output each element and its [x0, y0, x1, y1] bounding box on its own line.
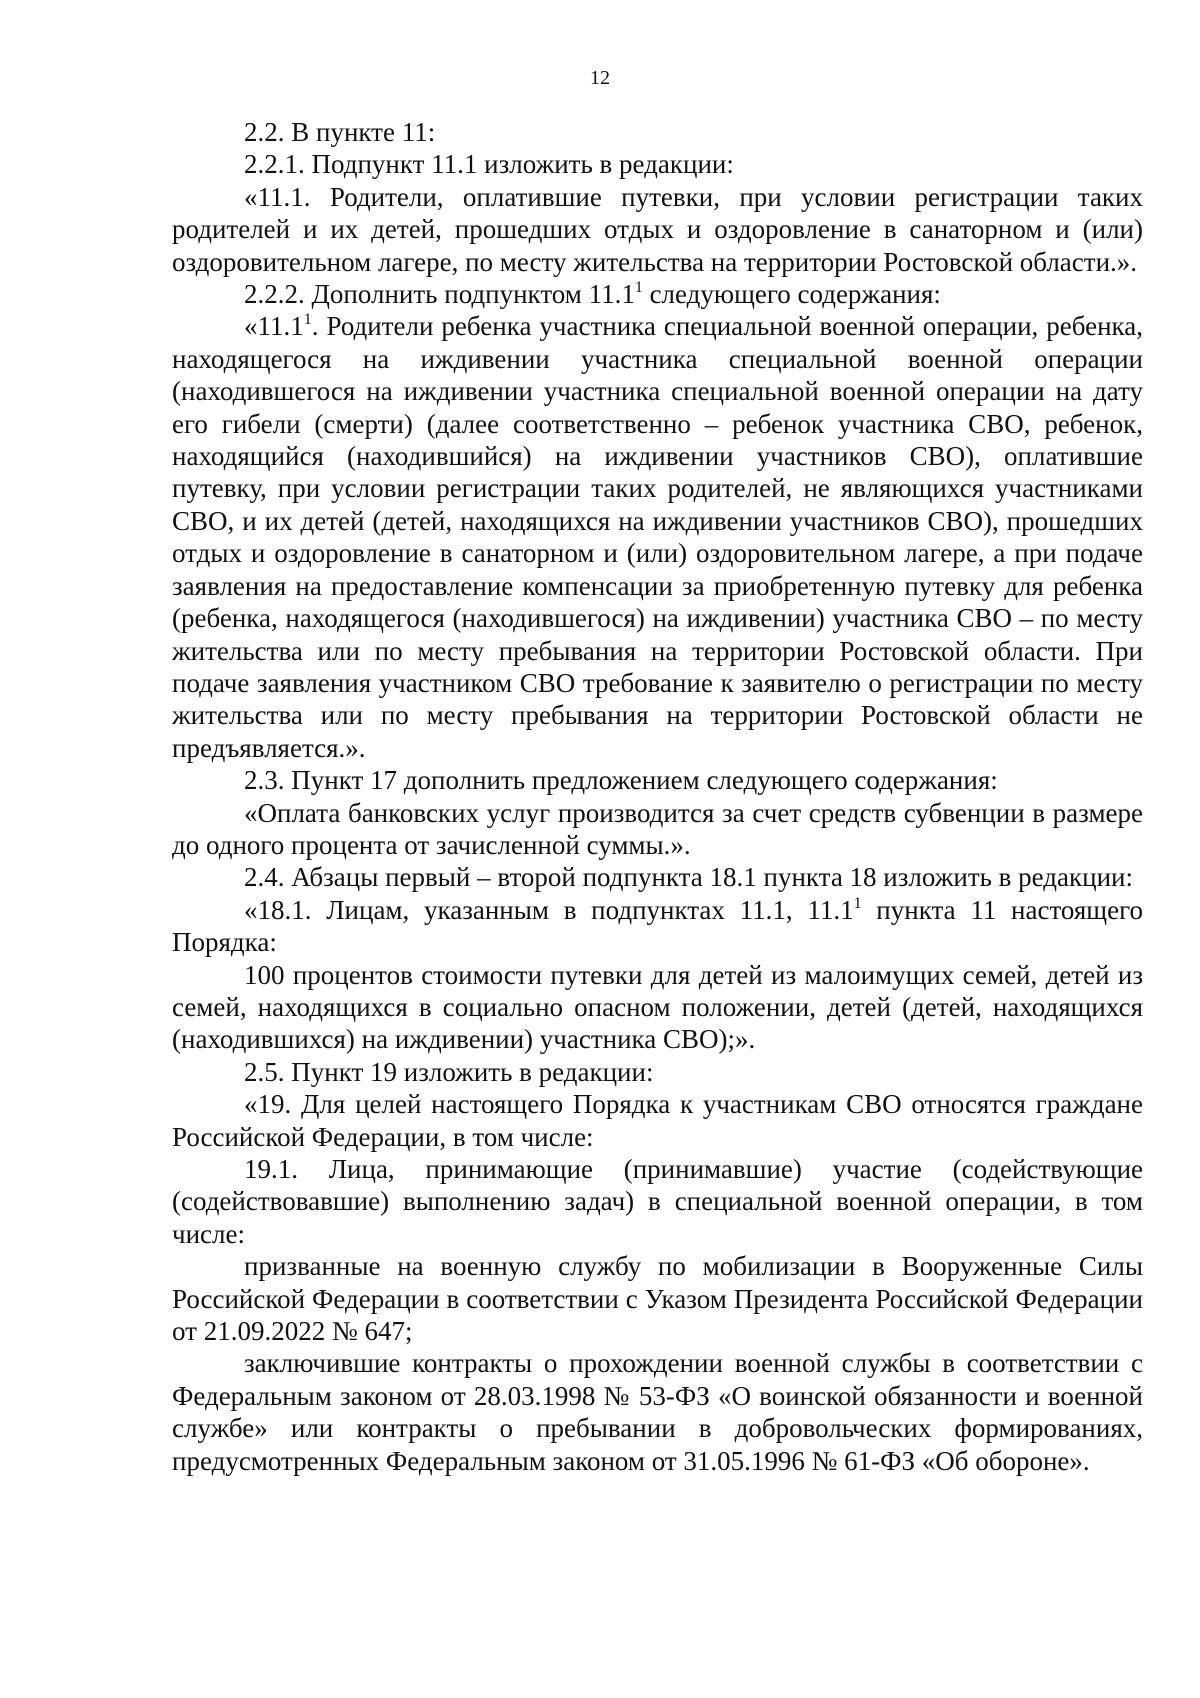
superscript: 1 — [634, 278, 643, 296]
paragraph-contracts: заключившие контракты о прохождении военной службы в соответствии с Федеральным законом от 28.03.1998 № 53-ФЗ «О воинской обязанности и военной службе» или контракты о пребывании в добровольческих формированиях, предусмотренных Федеральным законом от 31.05.1996 № 61-ФЗ «Об обороне». — [172, 1348, 1143, 1476]
paragraph-text: . Родители ребенка участника специальной военной операции, ребенка, находящегося на иждивении участника специальной военной операции (находившегося на иждивении участника специальной военной операции на дату его гибели (смерти) (далее соответственно – ребенок участника СВО, ребенок, находящийся (находившийся) на иждивении участников СВО), оплатившие путевку, при условии регистрации таких родителей, не являющихся участниками СВО, и их детей (детей, находящихся на иждивении участников СВО), прошедших отдых и оздоровление в санаторном и (или) оздоровительном лагере, а при подаче заявления на предоставление компенсации за приобретенную путевку для ребенка (ребенка, находящегося (находившегося) на иждивении) участника СВО – по месту жительства или по месту пребывания на территории Ростовской области. При подаче заявления участником СВО требование к заявителю о регистрации по месту жительства или по месту пребывания на территории Ростовской области не предъявляется.». — [172, 311, 1143, 763]
paragraph-text: «11.1 — [244, 311, 304, 342]
paragraph-bank-fees: «Оплата банковских услуг производится за счет средств субвенции в размере до одного процента от зачисленной суммы.». — [172, 797, 1143, 860]
paragraph-11-1: «11.1. Родители, оплатившие путевки, при условии регистрации таких родителей и их детей, прошедших отдых и оздоровление в санаторном и (или) оздоровительном лагере, по месту жительства на территории Ростовской области.». — [172, 181, 1143, 277]
paragraph-text: «18.1. Лицам, указанным в подпунктах 11.1, 11.1 — [244, 894, 854, 925]
superscript: 1 — [303, 311, 312, 329]
paragraph-text: пункта 11 настоящего Порядка: — [172, 894, 1143, 958]
paragraph-100-percent: 100 процентов стоимости путевки для детей из малоимущих семей, детей из семей, находящихся в социально опасном положении, детей (детей, находящихся (находившихся) на иждивении) участника СВО);». — [172, 959, 1143, 1055]
paragraph-2-2-2 — [172, 278, 1143, 310]
paragraph-2-2-1: 2.2.1. Подпункт 11.1 изложить в редакции: — [244, 149, 734, 180]
paragraph-19: «19. Для целей настоящего Порядка к участникам СВО относятся граждане Российской Федерации, в том числе: — [172, 1089, 1143, 1152]
paragraph-mobilized: призванные на военную службу по мобилизации в Вооруженные Силы Российской Федерации в соответствии с Указом Президента Российской Федерации от 21.09.2022 № 647; — [172, 1251, 1143, 1347]
document-body — [172, 116, 1143, 1477]
paragraph-2-2: 2.2. В пункте 11: — [244, 117, 436, 147]
superscript: 1 — [853, 894, 862, 912]
paragraph-text: следующего содержания: — [642, 279, 941, 310]
paragraph-19-1: 19.1. Лица, принимающие (принимавшие) участие (содействующие (содействовавшие) выполнению задач) в специальной военной операции, в том числе: — [172, 1154, 1143, 1249]
paragraph-2-4: 2.4. Абзацы первый – второй подпункта 18.1 пункта 18 изложить в редакции: — [244, 862, 1133, 893]
paragraph-18-1 — [172, 894, 1143, 959]
paragraph-text: 2.2.2. Дополнить подпунктом 11.1 — [244, 279, 635, 310]
paragraph-2-3: 2.3. Пункт 17 дополнить предложением следующего содержания: — [244, 765, 998, 796]
page-number: 12 — [590, 67, 610, 89]
paragraph-2-5: 2.5. Пункт 19 изложить в редакции: — [244, 1056, 654, 1087]
paragraph-11-1-1 — [172, 310, 1143, 764]
